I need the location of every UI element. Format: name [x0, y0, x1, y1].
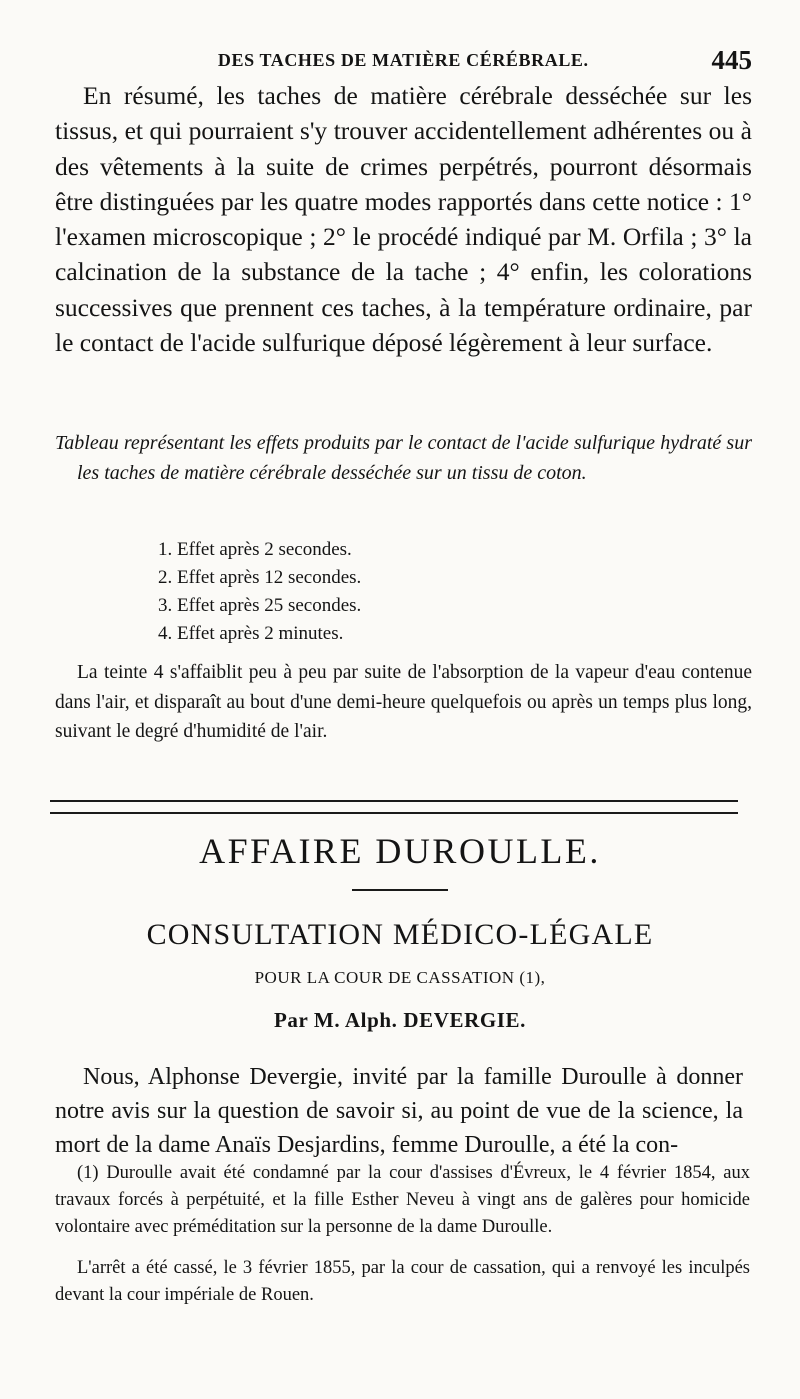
effects-list: [158, 536, 361, 648]
consultation-paragraph: Nous, Alphonse Devergie, invité par la famille Duroulle à donner notre avis sur la question de savoir si, au point de vue de la science, la mort de la dame Anaïs Desjardins, femme Duroulle, a été la con-: [55, 1064, 743, 1158]
effect-item: 3. Effet après 25 secondes.: [158, 595, 362, 616]
page-number: 445: [711, 44, 752, 75]
short-rule-divider: [352, 889, 448, 891]
summary-paragraph: En résumé, les taches de matière cérébrale desséchée sur les tissus, et qui pourraient s'y trouver accidentellement adhérentes ou à des vêtements à la suite de crimes perpétrés, pourront désormais être distinguées par les quatre modes rapportés dans cette notice : 1° l'examen microscopique ; 2° le procédé indiqué par M. Orfila ; 3° la calcination de la substance de la tache ; 4° enfin, les colorations successives que prennent ces taches, à la température ordinaire, par le contact de l'acide sulfurique déposé légèrement à leur surface.: [55, 81, 752, 358]
running-head-title: DES TACHES DE MATIÈRE CÉRÉBRALE.: [217, 49, 589, 70]
effect-item: 2. Effet après 12 secondes.: [158, 567, 362, 588]
tint-note: La teinte 4 s'affaiblit peu à peu par suite de l'absorption de la vapeur d'eau contenue dans l'air, et disparaît au bout d'une demi-heure quelquefois ou après un temps plus long, suivant le degré d'humidité de l'air.: [55, 662, 752, 742]
running-head: [55, 40, 752, 80]
double-rule-divider: [50, 800, 738, 814]
footnote: (1) Duroulle avait été condamné par la cour d'assises d'Évreux, le 4 février 1854, aux travaux forcés à perpétuité, et la fille Esther Neveu à vingt ans de galères pour homicide volontaire avec préméditation sur la personne de la dame Duroulle.: [55, 1163, 750, 1237]
section-subtitle: CONSULTATION MÉDICO-LÉGALE: [146, 918, 654, 951]
court-line: POUR LA COUR DE CASSATION (1),: [254, 968, 546, 987]
table-caption-text: Tableau représentant les effets produits par le contact de l'acide sulfurique hydraté sur les taches de matière cérébrale desséchée sur un tissu de coton.: [55, 432, 752, 484]
author-line: Par M. Alph. DEVERGIE.: [273, 1008, 526, 1032]
footnote-continuation: L'arrêt a été cassé, le 3 février 1855, par la cour de cassation, qui a renvoyé les inculpés devant la cour impériale de Rouen.: [55, 1258, 750, 1305]
effect-item: 4. Effet après 2 minutes.: [158, 623, 344, 644]
effect-item: 1. Effet après 2 secondes.: [158, 539, 352, 560]
section-title: AFFAIRE DUROULLE.: [199, 831, 601, 871]
table-caption: [55, 428, 752, 488]
